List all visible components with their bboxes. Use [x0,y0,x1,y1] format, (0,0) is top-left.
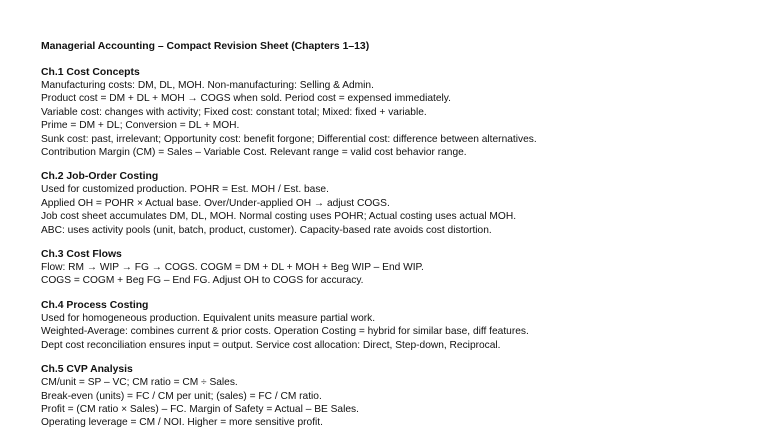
chapter-heading: Ch.1 Cost Concepts [41,67,140,78]
chapter-line: Contribution Margin (CM) = Sales – Variable Cost. Relevant range = valid cost behavior range. [41,147,467,159]
chapter-line: Used for homogeneous production. Equivalent units measure partial work. [41,312,376,324]
chapter-section [41,248,771,288]
chapter-line: Prime = DM + DL; Conversion = DL + MOH. [41,120,240,132]
chapter-line: CM/unit = SP – VC; CM ratio = CM ÷ Sales. [41,377,238,389]
chapter-line: Job cost sheet accumulates DM, DL, MOH. Normal costing uses POHR; Actual costing uses actual MOH. [41,211,517,223]
chapter-line: Variable cost: changes with activity; Fixed cost: constant total; Mixed: fixed + variable. [41,106,427,118]
chapter-line: Break-even (units) = FC / CM per unit; (sales) = FC / CM ratio. [41,390,322,402]
chapter-line: Applied OH = POHR × Actual base. Over/Under-applied OH → adjust COGS. [41,197,390,209]
chapter-heading: Ch.2 Job-Order Costing [41,171,159,183]
chapter-list [41,66,771,430]
chapter-section [41,66,771,159]
document-title: Managerial Accounting – Compact Revision Sheet (Chapters 1–13) [41,41,370,52]
chapter-section [41,170,771,237]
chapter-heading: Ch.3 Cost Flows [41,249,122,261]
chapter-line: Profit = (CM ratio × Sales) – FC. Margin of Safety = Actual – BE Sales. [41,403,359,415]
chapter-section [41,363,771,430]
chapter-line: Used for customized production. POHR = Est. MOH / Est. base. [41,184,329,196]
chapter-line: Operating leverage = CM / NOI. Higher = more sensitive profit. [41,417,323,429]
chapter-line: COGS = COGM + Beg FG – End FG. Adjust OH to COGS for accuracy. [41,275,364,287]
chapter-heading: Ch.4 Process Costing [41,299,149,311]
chapter-line: Product cost = DM + DL + MOH → COGS when sold. Period cost = expensed immediately. [41,93,451,105]
chapter-line: ABC: uses activity pools (unit, batch, product, customer). Capacity-based rate avoids cost distortion. [41,224,492,236]
chapter-line: Weighted-Average: combines current & prior costs. Operation Costing = hybrid for similar base, diff features. [41,326,529,338]
chapter-line: Sunk cost: past, irrelevant; Opportunity cost: benefit forgone; Differential cost: difference between alternatives. [41,133,537,145]
chapter-line: Dept cost reconciliation ensures input = output. Service cost allocation: Direct, Step-down, Reciprocal. [41,339,501,351]
revision-sheet [41,40,771,441]
chapter-line: Flow: RM → WIP → FG → COGS. COGM = DM + DL + MOH + Beg WIP – End WIP. [41,262,424,274]
chapter-heading: Ch.5 CVP Analysis [41,364,133,376]
chapter-section [41,299,771,352]
chapter-line: Manufacturing costs: DM, DL, MOH. Non-manufacturing: Selling & Admin. [41,80,374,91]
